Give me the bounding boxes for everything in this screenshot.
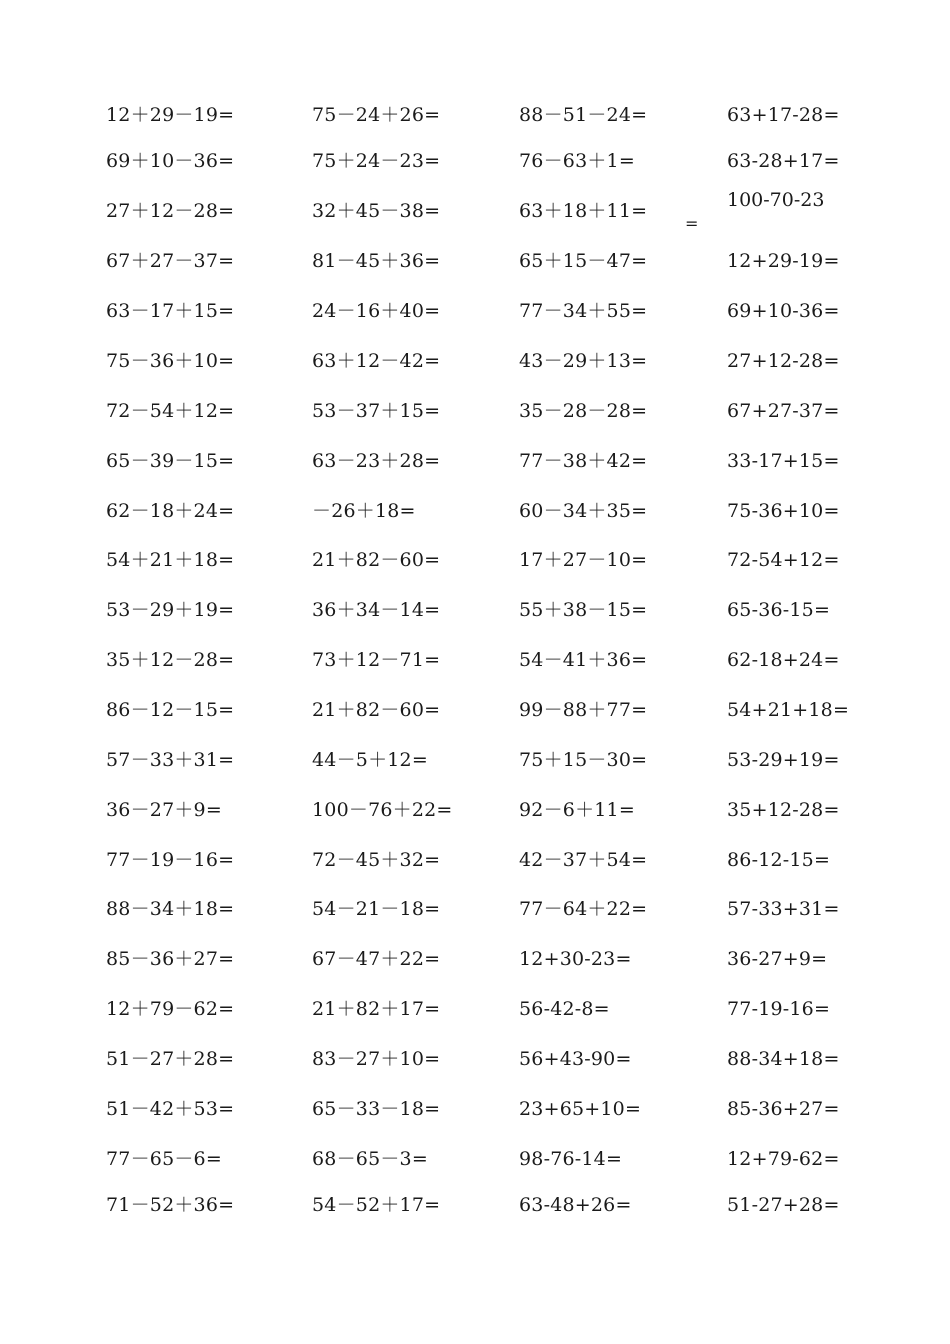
problem: 86－12－15= xyxy=(106,699,235,721)
problem: 53-29+19= xyxy=(727,749,840,771)
problem: 65－33－18= xyxy=(312,1098,441,1120)
problem: 54－52＋17= xyxy=(312,1194,441,1216)
problem: 71－52＋36= xyxy=(106,1194,235,1216)
problem: 77－38＋42= xyxy=(519,450,648,472)
problem-row xyxy=(0,1190,950,1220)
problem-row xyxy=(0,795,950,825)
problem: 63－23＋28= xyxy=(312,450,441,472)
problem-row xyxy=(0,695,950,725)
problem-row xyxy=(0,446,950,476)
problem: 85-36+27= xyxy=(727,1098,840,1120)
problem: 100－76＋22= xyxy=(312,799,453,821)
problem-row xyxy=(0,396,950,426)
split-problem-equals: = xyxy=(685,214,699,233)
problem: 63＋18＋11= xyxy=(519,200,648,222)
problem-row xyxy=(0,845,950,875)
problem-row xyxy=(0,100,950,130)
problem: 75-36+10= xyxy=(727,500,840,522)
problem: 17＋27－10= xyxy=(519,549,648,571)
problem: 63+17-28= xyxy=(727,104,840,126)
problem: 63-48+26= xyxy=(519,1194,632,1216)
problem: 69＋10－36= xyxy=(106,150,235,172)
problem-row xyxy=(0,545,950,575)
problem: 75－36＋10= xyxy=(106,350,235,372)
problem: 56+43-90= xyxy=(519,1048,632,1070)
split-problem-expression: 100-70-23 xyxy=(727,189,825,211)
problem: 72－54＋12= xyxy=(106,400,235,422)
problem: 36＋34－14= xyxy=(312,599,441,621)
problem: 12+79-62= xyxy=(727,1148,840,1170)
problem: 51－27＋28= xyxy=(106,1048,235,1070)
problem-row xyxy=(0,595,950,625)
problem: 63-28+17= xyxy=(727,150,840,172)
problem: 53－29＋19= xyxy=(106,599,235,621)
problem: 21＋82－60= xyxy=(312,549,441,571)
problem: 21＋82－60= xyxy=(312,699,441,721)
problem: 69+10-36= xyxy=(727,300,840,322)
problem: 54＋21＋18= xyxy=(106,549,235,571)
problem: 54－41＋36= xyxy=(519,649,648,671)
problem: 54－21－18= xyxy=(312,898,441,920)
problem: 81－45＋36= xyxy=(312,250,441,272)
problem: 57－33＋31= xyxy=(106,749,235,771)
problem-row xyxy=(0,894,950,924)
problem: 88－51－24= xyxy=(519,104,648,126)
problem: 92－6＋11= xyxy=(519,799,635,821)
problem-row xyxy=(0,496,950,526)
problem-row xyxy=(0,944,950,974)
problem: 77－65－6= xyxy=(106,1148,222,1170)
problem: 27＋12－28= xyxy=(106,200,235,222)
problem: 43－29＋13= xyxy=(519,350,648,372)
problem: 44－5＋12= xyxy=(312,749,428,771)
problem: 21＋82＋17= xyxy=(312,998,441,1020)
problem: 77－34＋55= xyxy=(519,300,648,322)
problem: 51-27+28= xyxy=(727,1194,840,1216)
problem-row xyxy=(0,994,950,1024)
problem: 32＋45－38= xyxy=(312,200,441,222)
problem: 27+12-28= xyxy=(727,350,840,372)
problem: 65＋15－47= xyxy=(519,250,648,272)
problem: 67＋27－37= xyxy=(106,250,235,272)
problem: 56-42-8= xyxy=(519,998,610,1020)
problem: 72-54+12= xyxy=(727,549,840,571)
problem-row xyxy=(0,1144,950,1174)
problem: 98-76-14= xyxy=(519,1148,623,1170)
problem-row xyxy=(0,745,950,775)
problem: 35－28－28= xyxy=(519,400,648,422)
problem: 72－45＋32= xyxy=(312,849,441,871)
problem: 35＋12－28= xyxy=(106,649,235,671)
problem: 33-17+15= xyxy=(727,450,840,472)
problem: 62-18+24= xyxy=(727,649,840,671)
problem: 63－17＋15= xyxy=(106,300,235,322)
problem: 67－47＋22= xyxy=(312,948,441,970)
problem: 75＋15－30= xyxy=(519,749,648,771)
problem: 85－36＋27= xyxy=(106,948,235,970)
problem: 76－63＋1= xyxy=(519,150,635,172)
problem: 88－34＋18= xyxy=(106,898,235,920)
problem: 99－88＋77= xyxy=(519,699,648,721)
problem: 77－64＋22= xyxy=(519,898,648,920)
problem: 23+65+10= xyxy=(519,1098,642,1120)
problem: 36－27＋9= xyxy=(106,799,222,821)
problem: 63＋12－42= xyxy=(312,350,441,372)
problem: 65－39－15= xyxy=(106,450,235,472)
problem-row xyxy=(0,1044,950,1074)
problem: 12+29-19= xyxy=(727,250,840,272)
problem: 35+12-28= xyxy=(727,799,840,821)
problem: 77-19-16= xyxy=(727,998,831,1020)
problem: 83－27＋10= xyxy=(312,1048,441,1070)
problem: 86-12-15= xyxy=(727,849,831,871)
problem: 88-34+18= xyxy=(727,1048,840,1070)
problem: 68－65－3= xyxy=(312,1148,428,1170)
problem: 12+30-23= xyxy=(519,948,632,970)
problem: 24－16＋40= xyxy=(312,300,441,322)
problem: 12＋79－62= xyxy=(106,998,235,1020)
problem: 57-33+31= xyxy=(727,898,840,920)
problem: 51－42＋53= xyxy=(106,1098,235,1120)
problem: 77－19－16= xyxy=(106,849,235,871)
problem-row xyxy=(0,146,950,176)
problem: 53－37＋15= xyxy=(312,400,441,422)
problem-row xyxy=(0,1094,950,1124)
problem: 54+21+18= xyxy=(727,699,850,721)
problem: 36-27+9= xyxy=(727,948,828,970)
problem: 62－18＋24= xyxy=(106,500,235,522)
problem: 42－37＋54= xyxy=(519,849,648,871)
problem: －26＋18= xyxy=(312,500,416,522)
problem-row xyxy=(0,296,950,326)
problem-row xyxy=(0,246,950,276)
problem-row xyxy=(0,645,950,675)
problem: 75－24＋26= xyxy=(312,104,441,126)
problem: 12＋29－19= xyxy=(106,104,235,126)
problem: 73＋12－71= xyxy=(312,649,441,671)
problem: 67+27-37= xyxy=(727,400,840,422)
problem: 75＋24－23= xyxy=(312,150,441,172)
problem-row xyxy=(0,346,950,376)
problem: 65-36-15= xyxy=(727,599,831,621)
problem: 60－34＋35= xyxy=(519,500,648,522)
problem: 55＋38－15= xyxy=(519,599,648,621)
